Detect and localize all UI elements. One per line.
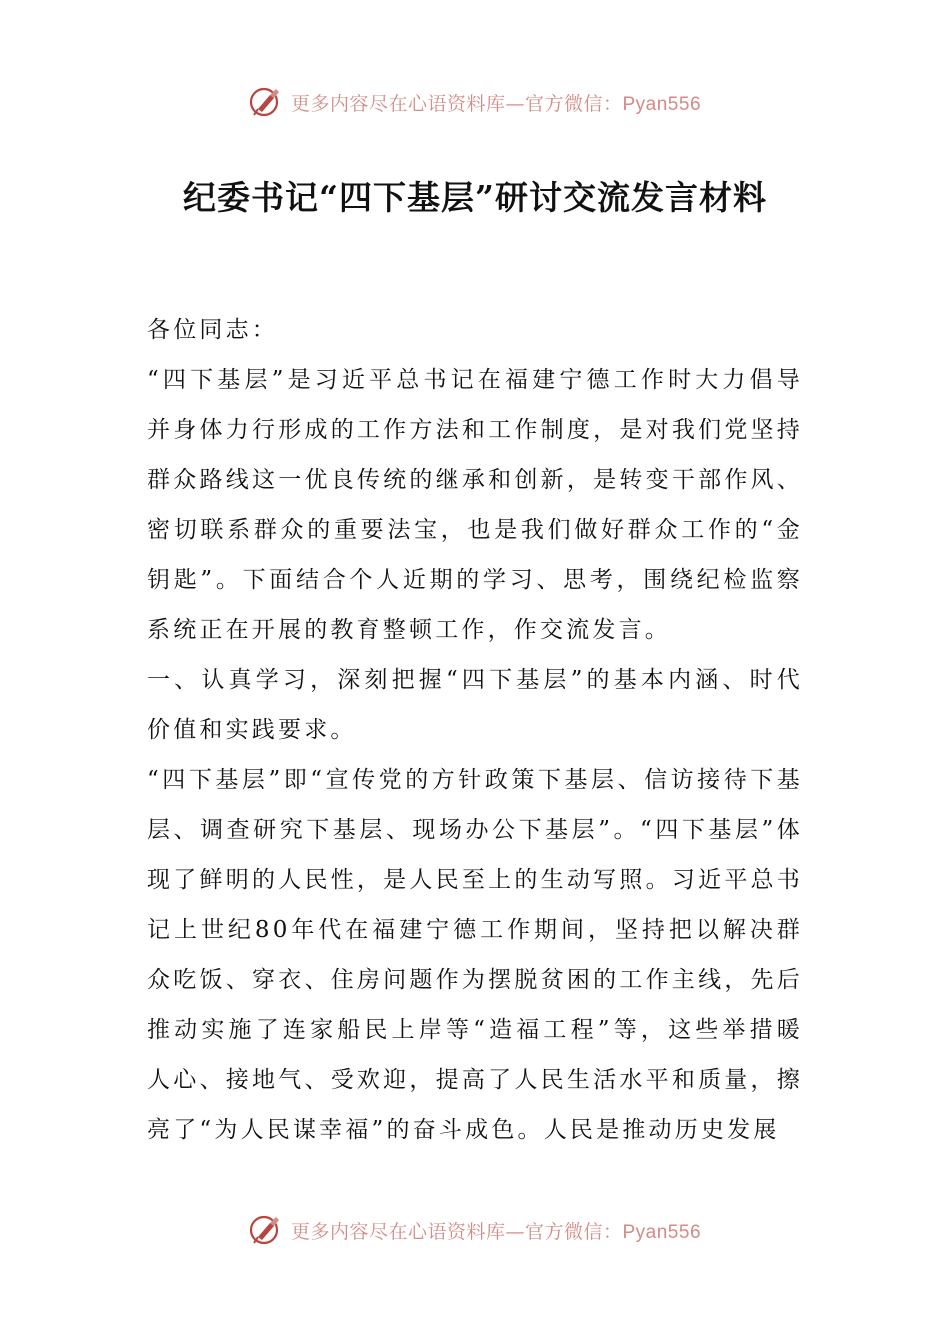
section-heading: 一、认真学习，深刻把握“四下基层”的基本内涵、时代价值和实践要求。 bbox=[147, 667, 803, 743]
paragraph: “四下基层”是习近平总书记在福建宁德工作时大力倡导并身体力行形成的工作方法和工作制度，是对我们党坚持群众路线这一优良传统的继承和创新，是转变干部作风、密切联系群众的重要法宝，也是我们做好群众工作的“金钥匙”。下面结合个人近期的学习、思考，围绕纪检监察系统正在开展的教育整顿工作，作交流发言。 bbox=[147, 367, 803, 643]
salutation: 各位同志： bbox=[147, 317, 278, 343]
paragraph: “四下基层”即“宣传党的方针政策下基层、信访接待下基层、调查研究下基层、现场办公下基层”。“四下基层”体现了鲜明的人民性，是人民至上的生动写照。习近平总书记上世纪80年代在福建宁德工作期间，坚持把以解决群众吃饭、穿衣、住房问题作为摆脱贫困的工作主线，先后推动实施了连家船民上岸等“造福工程”等，这些举措暖人心、接地气、受欢迎，提高了人民生活水平和质量，擦亮了“为人民谋幸福”的奋斗成色。人民是推动历史发展 bbox=[147, 767, 803, 1143]
pen-nib-logo-icon bbox=[249, 1213, 283, 1247]
wechat-id: Pyan556 bbox=[622, 93, 702, 115]
document-body bbox=[147, 305, 803, 1155]
watermark-text: 更多内容尽在心语资料库—官方微信：Pyan556 bbox=[290, 92, 702, 115]
watermark-text: 更多内容尽在心语资料库—官方微信：Pyan556 bbox=[290, 1220, 702, 1243]
document-title: 纪委书记“四下基层”研讨交流发言材料 bbox=[183, 178, 767, 217]
watermark-banner-top bbox=[0, 82, 950, 122]
wechat-id: Pyan556 bbox=[622, 1221, 702, 1243]
pen-nib-logo-icon bbox=[249, 85, 283, 119]
watermark-banner-bottom bbox=[0, 1210, 950, 1250]
